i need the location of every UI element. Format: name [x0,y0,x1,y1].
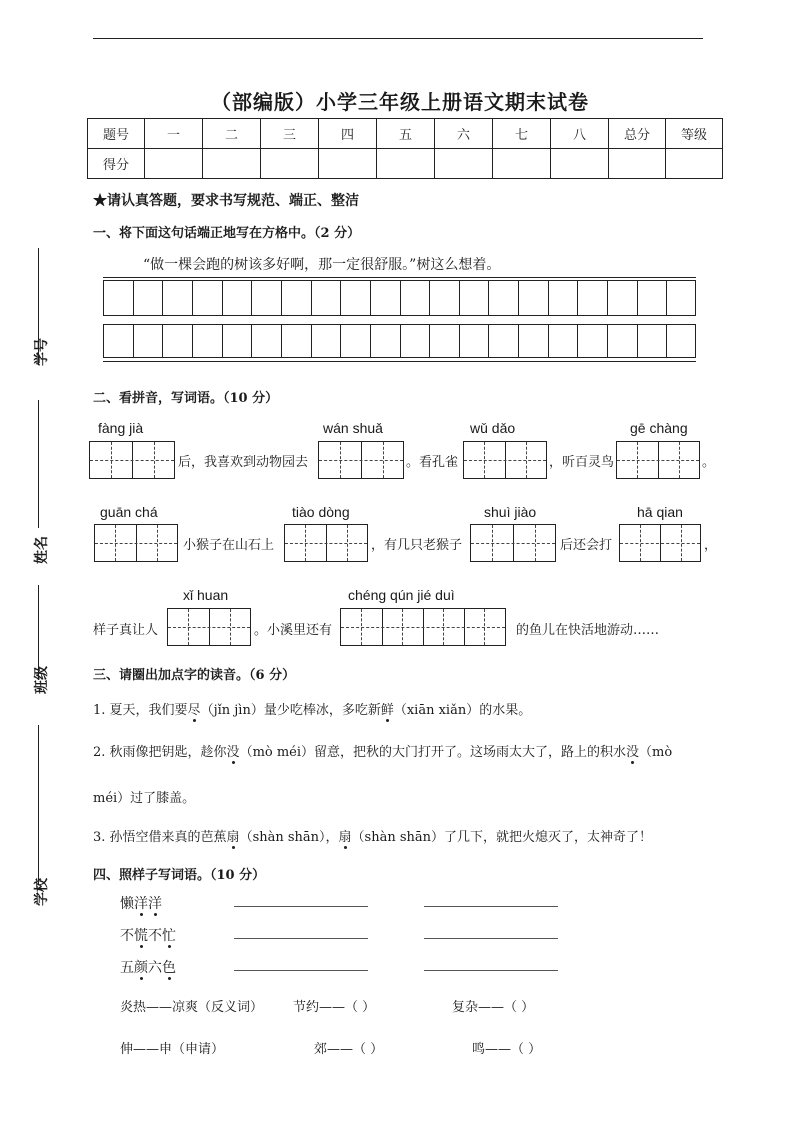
notice: ★请认真答题，要求书写规范、端正、整洁 [93,193,359,209]
section-3-heading: 三、请圈出加点字的读音。（6 分） [93,668,296,683]
score-header-cell: 总分 [609,119,666,149]
dotted-char: 洋 [148,896,162,912]
section-4-heading: 四、照样子写词语。（10 分） [93,868,266,883]
side-label-banji: 班级 [34,666,50,694]
word-char: 不 [148,928,162,944]
section-2-heading: 二、看拼音，写词语。（10 分） [93,391,279,406]
q-text: （xiān xiǎn）的水果。 [393,703,532,718]
score-cell[interactable] [203,149,261,179]
grid-cell-divider [459,281,460,315]
pinyin-guancha: guān chá [100,504,158,520]
grid-cell-divider [222,325,223,357]
score-header-cell: 四 [319,119,377,149]
text-t3: ，听百灵鸟 [549,455,615,470]
answer-box-haqian[interactable] [619,524,701,562]
section-1-heading: 一、将下面这句话端正地写在方格中。（2 分） [93,226,361,241]
grid-cell-divider [666,281,667,315]
answer-box-chengqunjiedui[interactable] [340,608,506,646]
grid-cell-divider [548,281,549,315]
grid-cell-divider [281,325,282,357]
score-header-cell: 等级 [666,119,723,149]
grid-cell-divider [488,281,489,315]
grid-cell-divider [162,281,163,315]
grid-cell-divider [637,281,638,315]
text-t11: 的鱼儿在快活地游动…… [516,623,660,638]
grid-cell-divider [251,281,252,315]
grid-cell-divider [370,325,371,357]
dotted-char: 尽 [187,703,201,718]
side-label-xuehao: 学号 [34,338,50,366]
section-1-sentence: “做一棵会跑的树该多好啊，那一定很舒服。”树这么想着。 [143,257,501,273]
q-text: 3. 孙悟空借来真的芭蕉 [93,830,227,845]
antonym-example: 炎热——凉爽（反义词） [120,1000,264,1015]
pinyin-shuijiao: shuì jiào [484,504,537,520]
dotted-char: 扇 [338,830,352,845]
grid-cell-divider [311,281,312,315]
grid-cell-divider [607,281,608,315]
q-text: （shàn shān）， [239,830,339,845]
dotted-char: 慌 [134,928,148,944]
grid-cell-divider [251,325,252,357]
grid-cell-divider [400,325,401,357]
answer-line[interactable] [424,906,558,907]
grid-cell-divider [133,325,134,357]
pinyin-tiaodong: tiào dòng [292,504,350,520]
grid-cell-divider [192,325,193,357]
homophone-jiao[interactable]: 郊——（ ） [314,1042,384,1057]
score-cell[interactable] [551,149,609,179]
grid-cell-divider [459,325,460,357]
score-table-header-row [88,119,723,149]
antonym-fuza[interactable]: 复杂——（ ） [452,1000,535,1015]
grid-cell-divider [311,325,312,357]
grid-cell-divider [548,325,549,357]
page-title: （部编版）小学三年级上册语文期末试卷 [211,90,589,114]
text-t4: 。 [702,455,716,470]
answer-box-wanshua[interactable] [318,441,404,479]
text-t2: 。看孔雀 [406,455,459,470]
answer-line[interactable] [424,938,558,939]
grid-cell-divider [518,281,519,315]
word-example-2 [120,925,176,945]
grid-cell-divider [162,325,163,357]
q-text: （shàn shān）了几下，就把火熄灭了，太神奇了！ [351,830,653,845]
grid-cell-divider [340,281,341,315]
answer-box-fangjia[interactable] [89,441,175,479]
score-row-label: 得分 [88,149,145,179]
score-cell[interactable] [377,149,435,179]
answer-box-wudao[interactable] [463,441,547,479]
score-header-cell: 题号 [88,119,145,149]
grid-cell-divider [429,325,430,357]
dotted-char: 没 [226,745,240,760]
pinyin-fangjia: fàng jià [98,420,144,436]
answer-box-shuijiao[interactable] [470,524,556,562]
grid-cell-divider [370,281,371,315]
text-t10: 。小溪里还有 [254,623,333,638]
copy-grid-row-2[interactable] [103,324,696,358]
question-3-3 [93,826,652,845]
question-3-2 [93,741,672,760]
score-table-score-row [88,149,723,179]
grid-cell-divider [637,325,638,357]
word-char: 懒 [120,896,134,912]
grid-cell-divider [281,281,282,315]
score-cell[interactable] [493,149,551,179]
grid-guide-line [103,361,696,362]
q-text: （mò [639,745,673,760]
pinyin-xihuan: xǐ huan [183,587,229,603]
word-char: 五 [120,960,134,976]
pinyin-chengqunjiedui: chéng qún jié duì [348,587,455,603]
grid-cell-divider [577,325,578,357]
word-char: 不 [120,928,134,944]
grid-cell-divider [577,281,578,315]
answer-box-tiaodong[interactable] [284,524,368,562]
dotted-char: 色 [162,960,176,976]
side-line-xuexiao [38,725,39,885]
dotted-char: 鲜 [380,703,394,718]
grid-guide-line [103,277,696,278]
question-3-1 [93,699,531,718]
score-table [87,118,723,179]
side-label-xingming: 姓名 [34,536,50,564]
dotted-char: 洋 [134,896,148,912]
top-rule [93,38,703,39]
score-header-cell: 三 [261,119,319,149]
dotted-char: 没 [626,745,640,760]
score-header-cell: 五 [377,119,435,149]
q-text: （mò méi）留意，把秋的大门打开了。这场雨太大了，路上的积水 [239,745,627,760]
copy-grid-row-1[interactable] [103,280,696,316]
score-cell[interactable] [609,149,666,179]
score-cell[interactable] [145,149,203,179]
text-t8: ， [704,538,718,553]
grid-cell-divider [607,325,608,357]
grid-cell-divider [488,325,489,357]
grid-cell-divider [133,281,134,315]
answer-box-gechang[interactable] [616,441,700,479]
answer-line[interactable] [234,970,368,971]
score-header-cell: 八 [551,119,609,149]
word-example-1 [120,893,162,913]
side-label-xuexiao: 学校 [34,878,50,906]
score-cell[interactable] [435,149,493,179]
text-t6: ，有几只老猴子 [371,538,463,553]
pinyin-haqian: hā qian [637,504,683,520]
dotted-char: 颜 [134,960,148,976]
question-3-2-cont: méi）过了膝盖。 [93,791,196,806]
score-header-cell: 七 [493,119,551,149]
answer-line[interactable] [234,906,368,907]
answer-box-xihuan[interactable] [167,608,251,646]
score-cell[interactable] [319,149,377,179]
score-cell[interactable] [261,149,319,179]
text-t5: 小猴子在山石上 [183,538,275,553]
homophone-example: 伸——申（申请） [120,1042,225,1057]
answer-line[interactable] [424,970,558,971]
grid-cell-divider [429,281,430,315]
q-text: （jǐn jìn）量少吃棒冰，多吃新 [200,703,381,718]
grid-cell-divider [192,281,193,315]
grid-cell-divider [222,281,223,315]
pinyin-wudao: wǔ dǎo [470,420,516,436]
pinyin-wanshua: wán shuǎ [323,420,383,436]
grid-cell-divider [518,325,519,357]
text-t1: 后，我喜欢到动物园去 [178,455,309,470]
grid-cell-divider [400,281,401,315]
antonym-jieyue[interactable]: 节约——（ ） [293,1000,376,1015]
pinyin-gechang: gē chàng [630,420,688,436]
score-header-cell: 二 [203,119,261,149]
score-cell[interactable] [666,149,723,179]
score-header-cell: 一 [145,119,203,149]
text-t7: 后还会打 [560,538,613,553]
grid-cell-divider [666,325,667,357]
side-line-xingming [38,400,39,528]
q-text: 1. 夏天，我们要 [93,703,188,718]
homophone-ming[interactable]: 鸣——（ ） [472,1042,542,1057]
word-char: 六 [148,960,162,976]
dotted-char: 扇 [226,830,240,845]
word-example-3 [120,957,176,977]
grid-cell-divider [340,325,341,357]
answer-box-guancha[interactable] [94,524,178,562]
dotted-char: 忙 [162,928,176,944]
score-header-cell: 六 [435,119,493,149]
answer-line[interactable] [234,938,368,939]
text-t9: 样子真让人 [93,623,159,638]
q-text: 2. 秋雨像把钥匙，趁你 [93,745,227,760]
